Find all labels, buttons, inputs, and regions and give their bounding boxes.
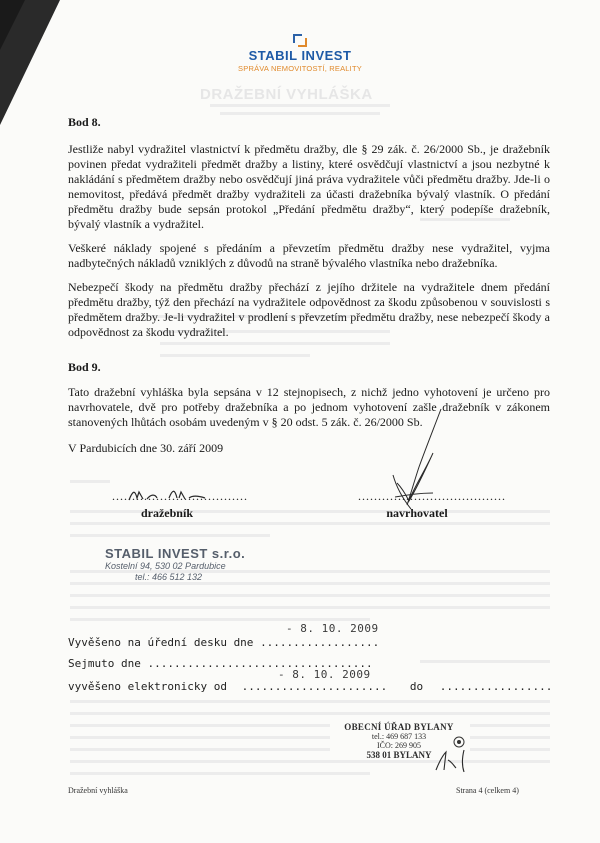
office-stamp-town: 538 01 BYLANY (366, 750, 432, 760)
electronic-dots: ...................... (241, 680, 388, 693)
document-body (68, 115, 550, 430)
office-stamp-ico: IČO: 269 905 (377, 741, 421, 750)
stamp-address: Kostelní 94, 530 02 Pardubice (105, 561, 226, 571)
bod8-paragraph-2: Veškeré náklady spojené s předáním a převzetím předmětu dražby nese vydražitel, vyjma nadbytečných nákladů vzniklých z důvodů na straně bývalého vlastníka nebo dražebníka. (68, 241, 550, 270)
logo-name: STABIL INVEST (248, 48, 352, 63)
office-stamp-title: OBECNÍ ÚŘAD BYLANY (344, 722, 454, 732)
signature-label-proposer: navrhovatel (386, 506, 448, 520)
stamp-company-name: STABIL INVEST s.r.o. (105, 546, 246, 561)
logo-subtitle: SPRÁVA NEMOVITOSTÍ, REALITY (238, 64, 362, 73)
posted-dots: .................. (260, 636, 380, 649)
posted-row (68, 636, 379, 649)
section-heading-bod8: Bod 8. (68, 115, 101, 129)
removed-dots: .................................. (147, 657, 373, 670)
posted-date-stamp: - 8. 10. 2009 (286, 622, 379, 635)
show-through-title: DRAŽEBNÍ VYHLÁŠKA (200, 86, 373, 103)
removed-label: Sejmuto dne (68, 657, 141, 670)
signature-line: ..................................... (358, 489, 506, 503)
footer-page-number: Strana 4 (celkem 4) (456, 786, 519, 795)
electronic-date-stamp: - 8. 10. 2009 (278, 668, 371, 681)
signature-label-auctioneer: dražebník (140, 506, 193, 520)
electronic-label: vyvěšeno elektronicky od (68, 680, 227, 693)
section-heading-bod9: Bod 9. (68, 360, 101, 374)
posted-label: Vyvěšeno na úřední desku dne (68, 636, 254, 649)
footer-left: Dražební vyhláška (68, 786, 128, 795)
stamp-phone: tel.: 466 512 132 (135, 572, 203, 582)
handwritten-signature-proposer (385, 405, 455, 525)
handwritten-signature-auctioneer (125, 486, 215, 506)
to-dots: ................. (439, 680, 553, 693)
bod8-paragraph-3: Nebezpečí škody na předmětu dražby přechází z jejího držitele na vydražitele dnem předání předmětu dražby, týž den přechází na vydražitele odpovědnost za škodu způsobenou v souvislosti s předmětem dražby. Je-li vydražitel v prodlení s převzetím předmětu dražby, nese nebezpečí škody a odpovědnost za škodu vydražitel. (68, 280, 550, 339)
bod8-paragraph-1: Jestliže nabyl vydražitel vlastnictví k předmětu dražby, dle § 29 zák. č. 26/2000 Sb., je dražebník povinen předat vydražiteli předmět dražby a listiny, které osvědčují vlastnictví a jsou nezbytné k nakládání s předmětem dražby nebo osvědčují jiná práva vydražitele vůči předmětu dražby. Jde-li o nemovitost, předává předmět dražby vydražiteli za účasti dražebníka bývalý vlastník. O předání předmětu dražby bude sepsán protokol „Předání předmětu dražby“, který podepíše dražebník, bývalý vlastník a vydražitel. (68, 142, 550, 231)
to-label: do (409, 680, 424, 693)
bod9-paragraph-1: Tato dražební vyhláška byla sepsána v 12 stejnopisech, z nichž jedno vyhotovení je určeno pro navrhovatele, dvě pro potřeby dražebníka a po jednom vyhotovení zašle dražebník v zákonem stanovených lhůtách osobám uvedeným v § 20 odst. 5 zák. č. 26/2000 Sb. (68, 385, 550, 429)
company-stamp (105, 546, 275, 583)
electronic-row (68, 680, 552, 693)
signature-line: .................................. (112, 489, 248, 503)
handwritten-initials-office (432, 746, 472, 776)
office-stamp-tel: tel.: 469 687 133 (371, 732, 427, 741)
signing-date: V Pardubicích dne 30. září 2009 (68, 441, 224, 455)
